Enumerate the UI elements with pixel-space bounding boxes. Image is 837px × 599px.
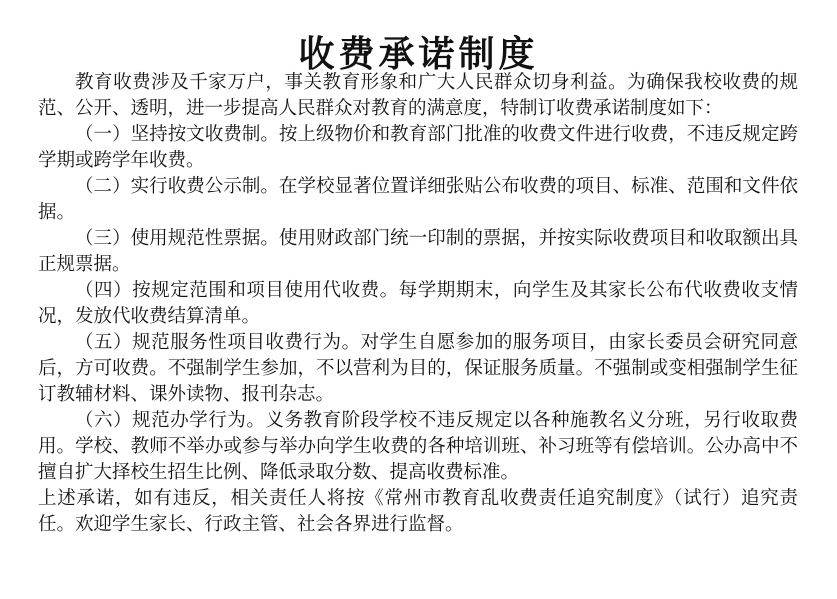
rule-item-6: （六）规范办学行为。义务教育阶段学校不违反规定以各种施教名义分班，另行收取费用。学校、教师不举办或参与举办向学生收费的各种培训班、补习班等有偿培训。公办高中不擅自扩大择校生招生比例、降低录取分数、提高收费标准。 (38, 410, 798, 483)
rule-item-2: （二）实行收费公示制。在学校显著位置详细张贴公布收费的项目、标准、范围和文件依据。 (38, 176, 798, 223)
rule-item-5: （五）规范服务性项目收费行为。对学生自愿参加的服务项目，由家长委员会研究同意后，方可收费。不强制学生参加，不以营利为目的，保证服务质量。不强制或变相强制学生征订教辅材料、课外读物、报刊杂志。 (38, 332, 798, 405)
document-title: 收费承诺制度 (298, 33, 539, 76)
rule-item-3: （三）使用规范性票据。使用财政部门统一印制的票据，并按实际收费项目和收取额出具正规票据。 (38, 228, 798, 275)
document-body (38, 70, 798, 538)
closing-paragraph: 上述承诺，如有违反，相关责任人将按《常州市教育乱收费责任追究制度》（试行）追究责任。欢迎学生家长、行政主管、社会各界进行监督。 (38, 488, 798, 535)
intro-paragraph: 教育收费涉及千家万户，事关教育形象和广大人民群众切身利益。为确保我校收费的规范、公开、透明，进一步提高人民群众对教育的满意度，特制订收费承诺制度如下： (38, 72, 798, 119)
rule-item-1: （一）坚持按文收费制。按上级物价和教育部门批准的收费文件进行收费，不违反规定跨学期或跨学年收费。 (38, 124, 798, 171)
rule-item-4: （四）按规定范围和项目使用代收费。每学期期末，向学生及其家长公布代收费收支情况，发放代收费结算清单。 (38, 280, 798, 327)
